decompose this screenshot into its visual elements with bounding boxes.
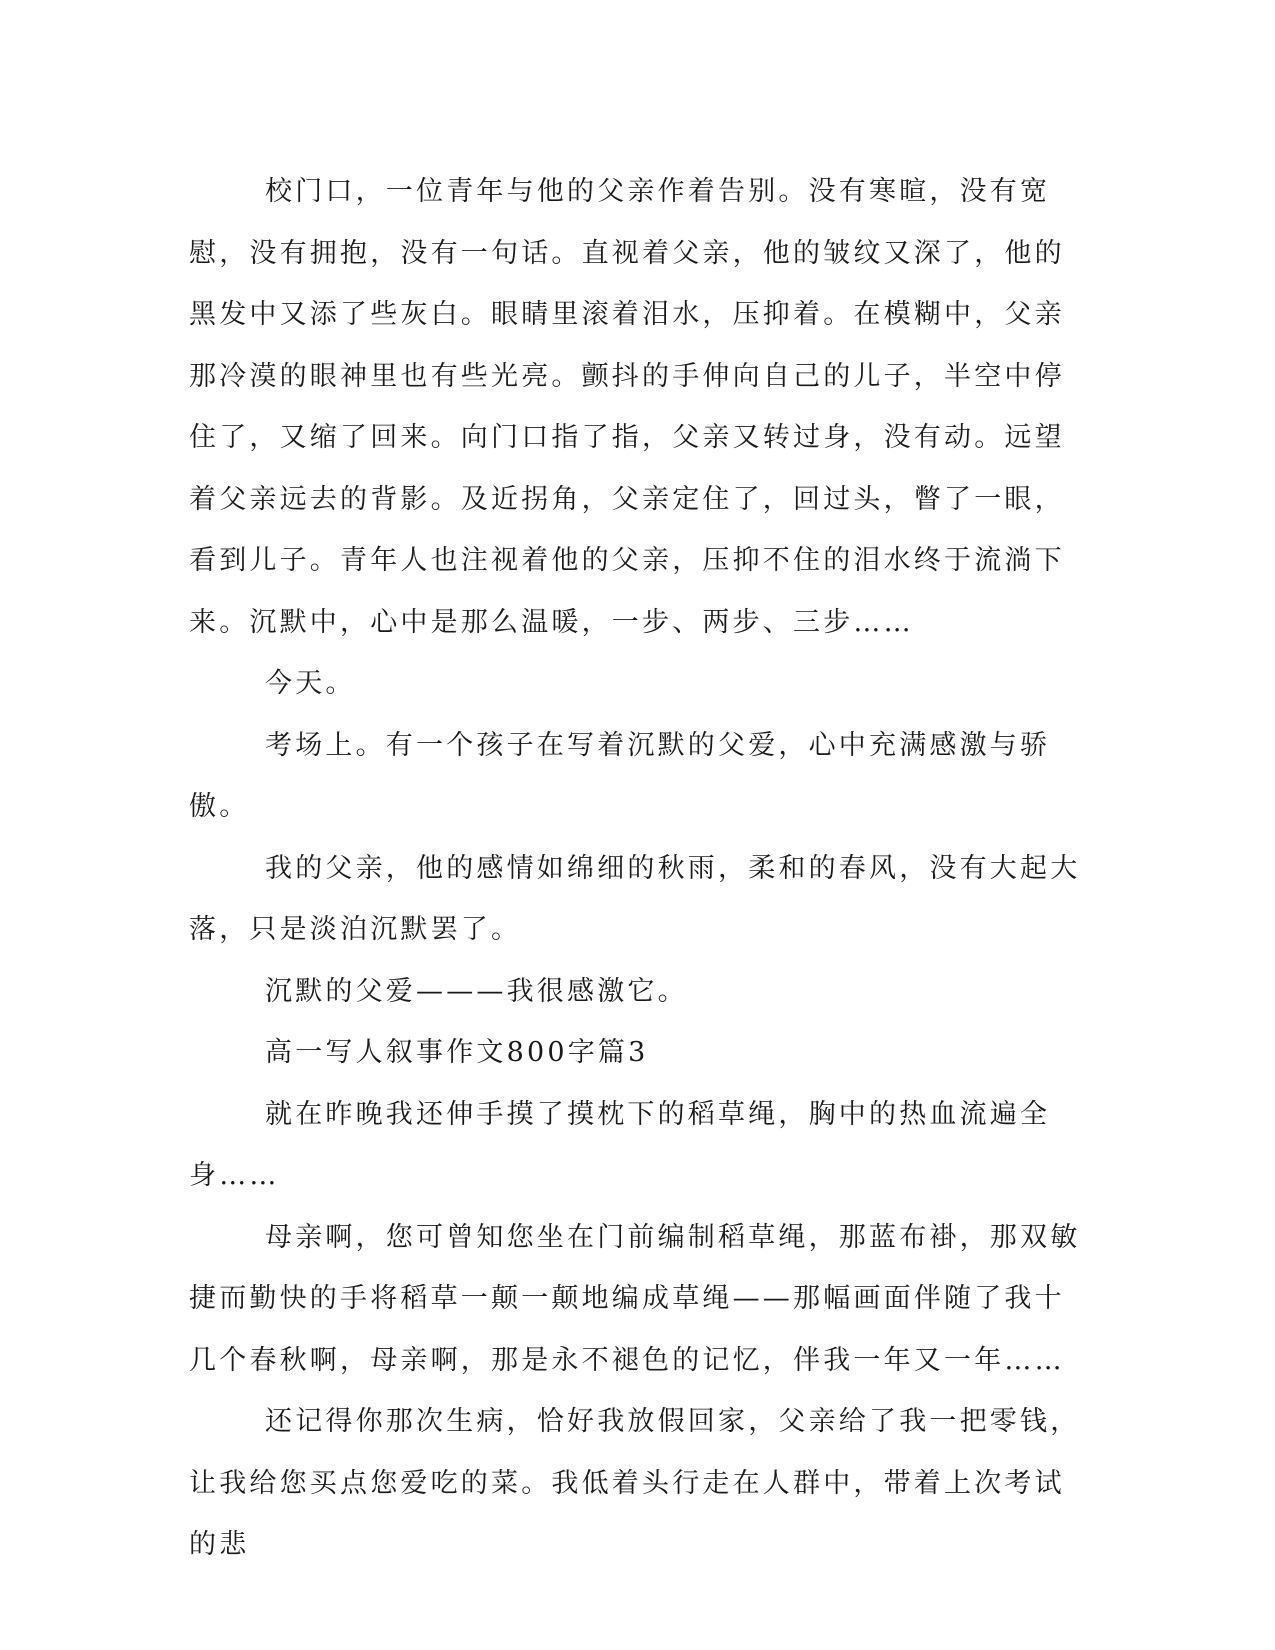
section-heading: 高一写人叙事作文800字篇3 <box>265 1037 649 1068</box>
paragraph-my-father: 我的父亲，他的感情如绵细的秋雨，柔和的春风，没有大起大落，只是淡泊沉默罢了。 <box>189 852 1081 945</box>
document-body <box>189 161 1089 1576</box>
paragraph-today: 今天。 <box>265 668 356 699</box>
paragraph-silent-love: 沉默的父爱———我很感激它。 <box>265 975 688 1007</box>
paragraph-mother: 母亲啊，您可曾知您坐在门前编制稻草绳，那蓝布褂，那双敏捷而勤快的手将稻草一颠一颠地编成草绳——那幅画面伴随了我十几个春秋啊，母亲啊，那是永不褪色的记忆，伴我一年又一年…… <box>189 1221 1081 1376</box>
paragraph-illness: 还记得你那次生病，恰好我放假回家，父亲给了我一把零钱，让我给您买点您爱吃的菜。我低着头行走在人群中，带着上次考试的悲 <box>189 1406 1081 1560</box>
paragraph-farewell: 校门口，一位青年与他的父亲作着告别。没有寒暄，没有宽慰，没有拥抱，没有一句话。直视着父亲，他的皱纹又深了，他的黑发中又添了些灰白。眼睛里滚着泪水，压抑着。在模糊中，父亲那冷漠的眼神里也有些光亮。颤抖的手伸向自己的儿子，半空中停住了，又缩了回来。向门口指了指，父亲又转过身，没有动。远望着父亲远去的背影。及近拐角，父亲定住了，回过头，瞥了一眼，看到儿子。青年人也注视着他的父亲，压抑不住的泪水终于流淌下来。沉默中，心中是那么温暖，一步、两步、三步…… <box>189 176 1065 638</box>
paragraph-straw-rope: 就在昨晚我还伸手摸了摸枕下的稻草绳，胸中的热血流遍全身…… <box>189 1098 1051 1191</box>
paragraph-exam-hall: 考场上。有一个孩子在写着沉默的父爱，心中充满感激与骄傲。 <box>189 729 1051 822</box>
